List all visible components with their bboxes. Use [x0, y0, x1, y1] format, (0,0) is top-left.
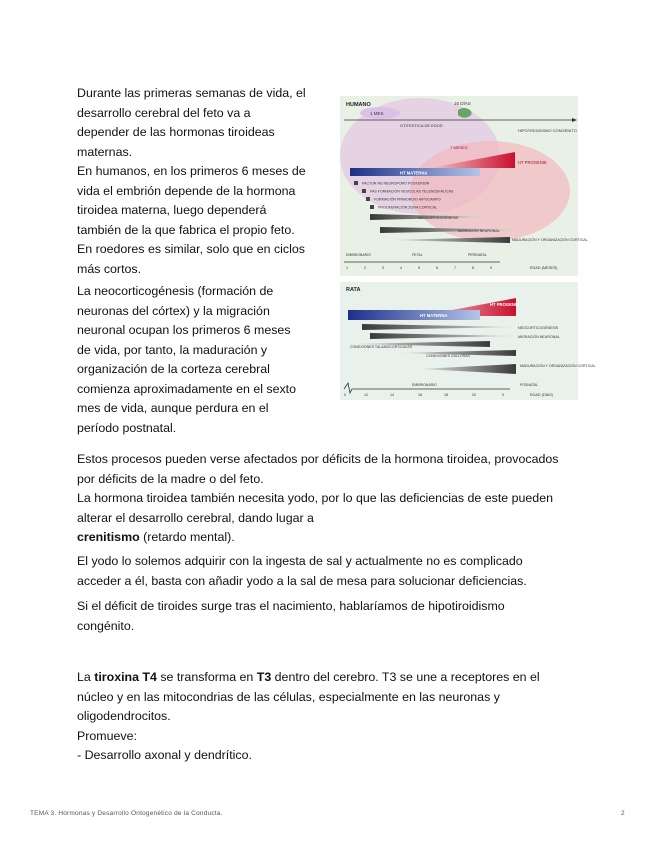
- human-dev-bar: [354, 181, 358, 185]
- human-dev-bar: [362, 189, 366, 193]
- human-period-label: FETAL: [412, 253, 423, 257]
- rat-dev-bar-label: CONEXIONES CALLOSAS: [426, 354, 470, 358]
- hipotiroidismo-paragraph: [77, 597, 505, 636]
- human-axis-tick: 8: [472, 266, 474, 270]
- crenitismo-term: crenitismo: [77, 530, 140, 544]
- tiroxina-text: La: [77, 670, 95, 684]
- human-dev-bar: [366, 197, 370, 201]
- rat-dev-bar-label: MIGRACIÓN NEURONAL: [518, 335, 560, 339]
- human-period-label: PERINATAL: [468, 253, 487, 257]
- human-axis-tick: 6: [436, 266, 438, 270]
- human-axis-tick: 5: [418, 266, 420, 270]
- human-dev-bar: [370, 205, 374, 209]
- rat-panel-bg: [340, 282, 578, 400]
- human-dev-bar-label: PROLIFERACIÓN ZONA CORTICAL: [378, 205, 438, 210]
- rat-period-label: EMBRIONARIO: [412, 383, 437, 387]
- tiroxina-text: se transforma en: [156, 670, 257, 684]
- human-ht-materna-label: HT MATERNA: [400, 170, 428, 176]
- yodo-paragraph: [77, 552, 527, 591]
- intro-line: vida el embrión depende de la hormona: [77, 183, 296, 198]
- intro-line: desarrollo cerebral del feto va a: [77, 105, 251, 120]
- human-axis-tick: 7: [454, 266, 456, 270]
- rat-dev-bar-label: CONEXIONES TALAMOCORTICALES: [350, 345, 413, 349]
- neocortex-line: comienza aproximadamente en el sexto: [77, 381, 297, 396]
- yodo-line: acceder a él, basta con añadir yodo a la sal de mesa para solucionar deficiencias.: [77, 573, 527, 588]
- intro-line: maternas.: [77, 144, 133, 159]
- deficit-line: Estos procesos pueden verse afectados por déficits de la hormona tiroidea, provocados: [77, 452, 559, 466]
- rat-panel-title: RATA: [346, 287, 361, 293]
- hipotiroidismo-label: HIPOTIROIDISMO CONGÉNITO: [518, 128, 577, 133]
- crenitismo-line: [77, 528, 558, 548]
- hipotiroidismo-line: Si el déficit de tiroides surge tras el nacimiento, hablaríamos de hipotiroidismo: [77, 599, 505, 613]
- human-period-label: EMBRIONARIO: [346, 253, 371, 257]
- tiroxina-line: Promueve:: [77, 728, 137, 743]
- human-dev-bar-label: FAS FORMACIÓN VESICULAS TELENCEFÁLICAS: [370, 189, 454, 194]
- rat-axis-tick: 16: [418, 393, 422, 397]
- crenitismo-note: (retardo mental).: [139, 530, 235, 544]
- neocortex-paragraph: [77, 282, 296, 438]
- rat-axis-tick: 0: [502, 393, 504, 397]
- human-dev-bar-label: MIGRACIÓN NEURONAL: [458, 229, 500, 233]
- neocortex-line: mes de vida, aunque perdura en el: [77, 401, 269, 415]
- rat-dev-bar-label: NEOCORTICOGÉNESIS: [518, 326, 559, 330]
- human-axis-tick: 4: [400, 266, 402, 270]
- human-dev-bar-label: NEOCORTICOGÉNESIS: [418, 216, 459, 220]
- rat-axis-tick: 20: [472, 393, 476, 397]
- deficit-line: por déficits de la madre o del feto.: [77, 471, 264, 486]
- tiroxina-term: tiroxina T4: [94, 670, 157, 684]
- one-month-label: 1 MES: [370, 111, 384, 116]
- rat-axis-label: EDAD (DÍAS): [530, 393, 553, 397]
- sixteen-days-label: 16 DÍAS: [454, 101, 471, 106]
- neocortex-line: de vida, por tanto, la maduración y: [77, 342, 268, 357]
- hipotiroidismo-line: congénito.: [77, 618, 135, 633]
- intro-line: también de la que fabrica el propio feto.: [77, 222, 295, 237]
- yodo-line: El yodo lo solemos adquirir con la ingesta de sal y actualmente no es complicado: [77, 554, 523, 568]
- human-axis-tick: 2: [364, 266, 366, 270]
- rat-axis-tick: 14: [390, 393, 394, 397]
- human-axis-tick: 1: [346, 266, 348, 270]
- human-axis-label: EDAD (MESES): [530, 266, 558, 270]
- intro-line: más cortos.: [77, 261, 142, 276]
- intro-paragraph: [77, 84, 306, 279]
- tiroxina-line: núcleo y en las mitocondrias de las células, especialmente en las neuronas y: [77, 689, 500, 704]
- deficit-paragraph: [77, 450, 558, 548]
- page-number: 2: [621, 810, 625, 817]
- neocortex-line: neuronas del córtex) y la migración: [77, 303, 270, 318]
- tiroxina-line: - Desarrollo axonal y dendrítico.: [77, 748, 252, 762]
- rat-axis-tick: 0: [344, 393, 346, 397]
- tiroxina-paragraph: [77, 668, 540, 766]
- t3-term: T3: [256, 670, 272, 684]
- rat-axis-tick: 18: [444, 393, 448, 397]
- human-panel-title: HUMANO: [346, 102, 371, 108]
- intro-line: Durante las primeras semanas de vida, el: [77, 86, 306, 100]
- rat-period-label: POSNATAL: [520, 383, 539, 387]
- rat-axis-tick: 12: [364, 393, 368, 397]
- rat-ht-materna-bar: [348, 310, 480, 320]
- human-axis-tick: 3: [382, 266, 384, 270]
- rat-ht-materna-label: HT MATERNA: [420, 313, 448, 318]
- timing-label: OTITESTICA DE EDOD: [400, 123, 443, 128]
- tiroxina-line: [77, 668, 540, 688]
- intro-line: depender de las hormonas tiroideas: [77, 125, 275, 139]
- page-footer: TEMA 3. Hormonas y Desarrollo Ontogenético de la Conducta.: [30, 810, 223, 817]
- t-meses-label: T MESES: [450, 145, 468, 150]
- neocortex-line: La neocorticogénesis (formación de: [77, 284, 274, 298]
- rat-ht-progenie-label: HT PROGENIE: [490, 302, 519, 307]
- human-dev-bar-label: FACTOR RE NEUROPORO POSTERIOR: [362, 181, 430, 186]
- neocortex-line: período postnatal.: [77, 420, 177, 435]
- rat-dev-bar-label: MADURACIÓN Y ORGANIZACIÓN CORTICAL: [520, 364, 596, 368]
- intro-line: En roedores es similar, solo que en ciclos: [77, 242, 305, 256]
- human-ht-progenie-label: HT PROGENIE: [518, 160, 547, 165]
- tiroxina-text: dentro del cerebro. T3 se une a receptores en el: [271, 670, 540, 684]
- neocortex-line: neuronal ocupan los primeros 6 meses: [77, 323, 291, 337]
- deficit-line: alterar el desarrollo cerebral, dando lugar a: [77, 510, 314, 525]
- deficit-line: La hormona tiroidea también necesita yodo, por lo que las deficiencias de este pueden: [77, 491, 553, 505]
- tiroxina-line: oligodendrocitos.: [77, 709, 171, 723]
- intro-line: tiroidea materna, luego dependerá: [77, 203, 267, 217]
- human-maturation-label: MADURACIÓN Y ORGANIZACIÓN CORTICAL: [512, 238, 588, 242]
- intro-line: En humanos, en los primeros 6 meses de: [77, 164, 306, 178]
- human-dev-bar-label: FORMACIÓN PRIMORDIO HIPOCAMPO: [374, 197, 441, 202]
- thyroid-development-figure: [340, 96, 596, 400]
- neocortex-line: organización de la corteza cerebral: [77, 362, 270, 376]
- human-axis-tick: 9: [490, 266, 492, 270]
